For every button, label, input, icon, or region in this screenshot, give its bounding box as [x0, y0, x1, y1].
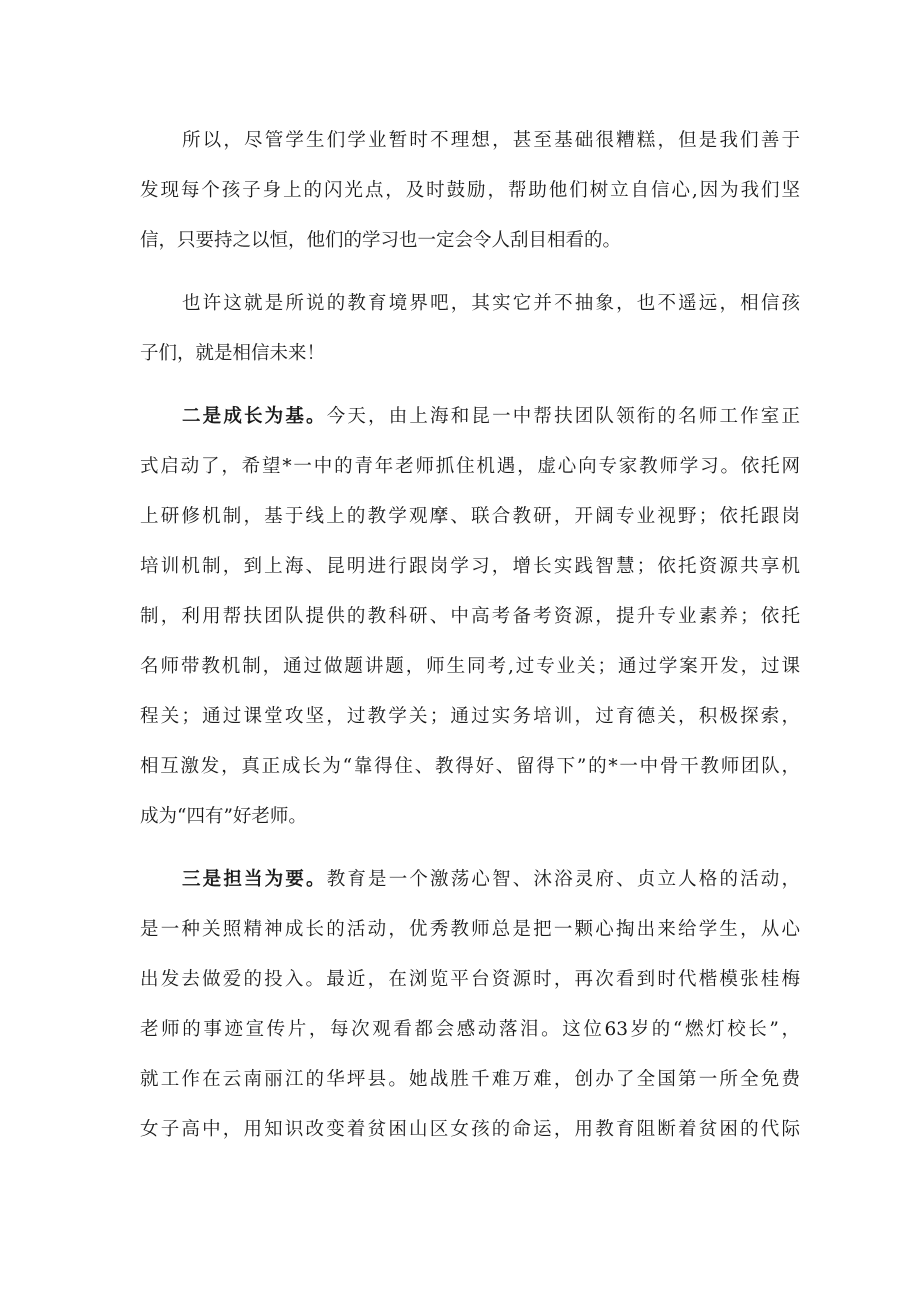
paragraph-4-line-1: [182, 863, 800, 897]
paragraph-4-line-4: 老师的事迹宣传片，每次观看都会感动落泪。这位63岁的“燃灯校长”，: [140, 1019, 800, 1040]
paragraph-3-line-2: 式启动了，希望*一中的青年老师抓住机遇，虚心向专家教师学习。依托网: [140, 456, 800, 477]
paragraph-4-heading: 三是担当为要。: [182, 869, 327, 890]
paragraph-2-line-2: 子们，就是相信未来！: [140, 343, 326, 364]
paragraph-3-heading: 二是成长为基。: [182, 406, 327, 427]
paragraph-3-line-4: 培训机制，到上海、昆明进行跟岗学习，增长实践智慧；依托资源共享机: [140, 556, 800, 577]
paragraph-3-line-7: 程关；通过课堂攻坚，过教学关；通过实务培训，过育德关，积极探索，: [140, 706, 800, 727]
paragraph-4-line-5: 就工作在云南丽江的华坪县。她战胜千难万难，创办了全国第一所全免费: [140, 1069, 800, 1090]
paragraph-3-line-6: 名师带教机制，通过做题讲题，师生同考,过专业关；通过学案开发，过课: [140, 656, 800, 677]
paragraph-3-line-1: [182, 400, 800, 434]
paragraph-4-line-3: 出发去做爱的投入。最近，在浏览平台资源时，再次看到时代楷模张桂梅: [140, 969, 800, 990]
paragraph-3-line-3: 上研修机制，基于线上的教学观摩、联合教研，开阔专业视野；依托跟岗: [140, 506, 800, 527]
paragraph-1-line-1: 所以，尽管学生们学业暂时不理想，甚至基础很糟糕，但是我们善于: [182, 130, 800, 151]
paragraph-3-line-5: 制，利用帮扶团队提供的教科研、中高考备考资源，提升专业素养；依托: [140, 606, 800, 627]
paragraph-4-line-1-text: 教育是一个激荡心智、沐浴灵府、贞立人格的活动，: [326, 869, 800, 890]
paragraph-4-line-2: 是一种关照精神成长的活动，优秀教师总是把一颗心掏出来给学生，从心: [140, 919, 800, 940]
paragraph-1-line-2: 发现每个孩子身上的闪光点，及时鼓励，帮助他们树立自信心,因为我们坚: [140, 180, 800, 201]
paragraph-3-line-8: 相互激发，真正成长为“靠得住、教得好、留得下”的*一中骨干教师团队，: [140, 756, 800, 777]
paragraph-1-line-3: 信，只要持之以恒，他们的学习也一定会令人刮目相看的。: [140, 230, 622, 251]
paragraph-4-line-6: 女子高中，用知识改变着贫困山区女孩的命运，用教育阻断着贫困的代际: [140, 1119, 800, 1140]
paragraph-3-line-1-text: 今天，由上海和昆一中帮扶团队领衔的名师工作室正: [326, 406, 800, 427]
paragraph-3-line-9: 成为“四有”好老师。: [140, 806, 307, 827]
paragraph-2-line-1: 也许这就是所说的教育境界吧，其实它并不抽象，也不遥远，相信孩: [182, 293, 800, 314]
